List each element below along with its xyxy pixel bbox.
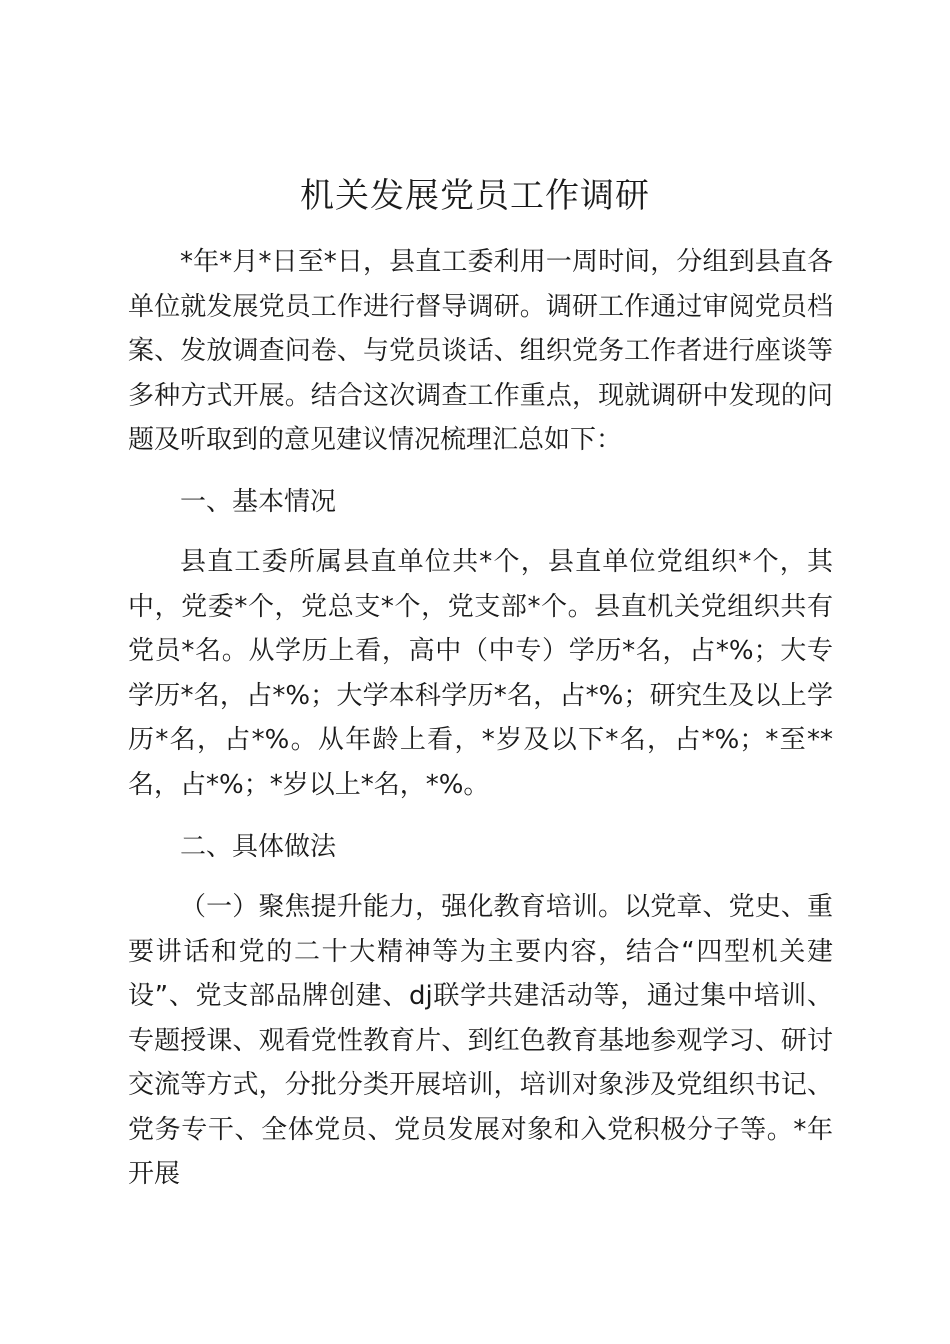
methods-paragraph: （一）聚焦提升能力，强化教育培训。以党章、党史、重要讲话和党的二十大精神等为主要内容，结合“四型机关建设”、党支部品牌创建、dj联学共建活动等，通过集中培训、专题授课、观看党性教育片、到红色教育基地参观学习、研讨交流等方式，分批分类开展培训，培训对象涉及党组织书记、党务专干、全体党员、党员发展对象和入党积极分子等。*年开展 xyxy=(128,892,833,1189)
basic-situation-paragraph: 县直工委所属县直单位共*个，县直单位党组织*个，其中，党委*个，党总支*个，党支部*个。县直机关党组织共有党员*名。从学历上看，高中（中专）学历*名，占*%；大专学历*名，占*%；大学本科学历*名，占*%；研究生及以上学历*名，占*%。从年龄上看，*岁及以下*名，占*%；*至**名，占*%；*岁以上*名，*%。 xyxy=(128,547,833,800)
document-title: 机关发展党员工作调研 xyxy=(300,176,650,216)
section-heading-basic: 一、基本情况 xyxy=(180,487,337,517)
section-heading-methods: 二、具体做法 xyxy=(180,832,337,862)
intro-paragraph: *年*月*日至*日，县直工委利用一周时间，分组到县直各单位就发展党员工作进行督导调研。调研工作通过审阅党员档案、发放调查问卷、与党员谈话、组织党务工作者进行座谈等多种方式开展。结合这次调查工作重点，现就调研中发现的问题及听取到的意见建议情况梳理汇总如下： xyxy=(128,247,833,455)
